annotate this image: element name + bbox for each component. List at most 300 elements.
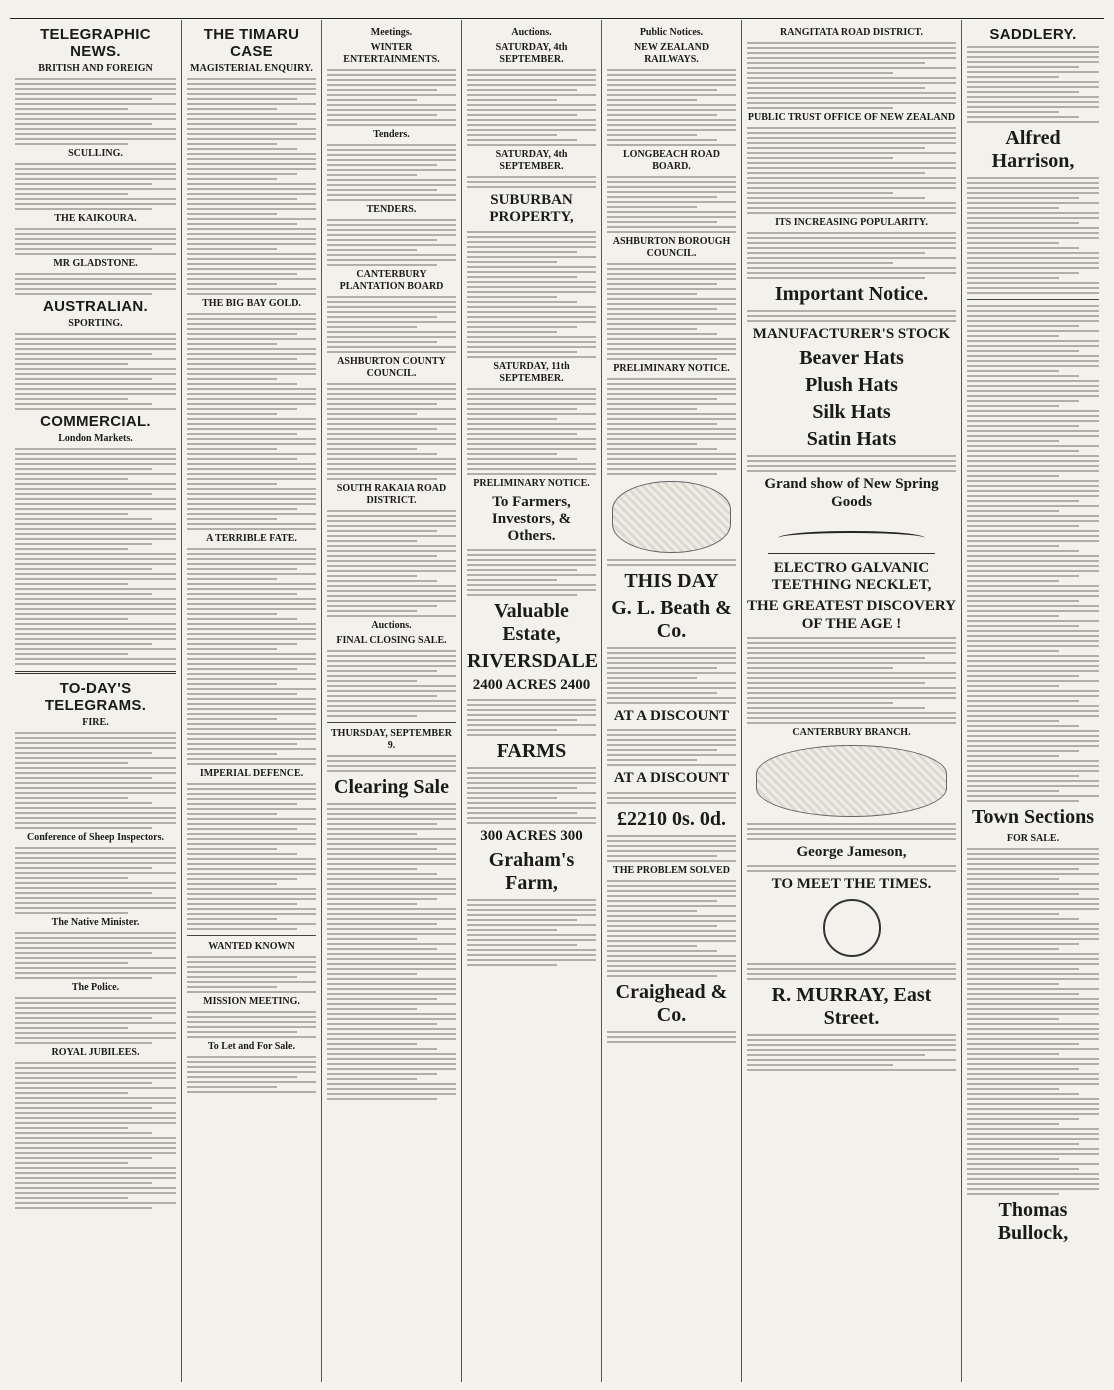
text-line <box>15 238 176 240</box>
text-body <box>15 732 176 829</box>
text-line <box>187 713 316 715</box>
text-line <box>467 69 596 71</box>
text-line <box>187 498 316 500</box>
text-line <box>15 518 152 520</box>
text-line <box>327 1003 456 1005</box>
text-line <box>747 1059 956 1061</box>
divider <box>327 722 456 723</box>
text-body <box>15 273 176 295</box>
text-line <box>327 403 437 405</box>
text-body <box>15 932 176 979</box>
text-line <box>607 850 736 852</box>
text-line <box>467 443 596 445</box>
text-body <box>327 219 456 266</box>
text-line <box>327 331 456 333</box>
text-line <box>15 623 176 625</box>
text-line <box>747 107 893 109</box>
text-line <box>967 335 1059 337</box>
section-heading: SADDLERY. <box>989 26 1077 43</box>
text-line <box>187 148 297 150</box>
text-line <box>327 943 456 945</box>
text-line <box>15 912 128 914</box>
text-line <box>327 408 456 410</box>
text-line <box>15 563 176 565</box>
text-line <box>327 813 456 815</box>
signature-image <box>768 517 935 554</box>
text-line <box>15 613 176 615</box>
display-heading: G. L. Beath & Co. <box>611 597 732 642</box>
text-line <box>187 668 297 670</box>
text-body <box>967 305 1099 802</box>
text-line <box>187 1066 316 1068</box>
section-heading: BRITISH AND FOREIGN <box>38 63 153 74</box>
text-line <box>327 443 456 445</box>
text-line <box>607 672 736 674</box>
text-line <box>607 323 736 325</box>
text-body <box>607 378 736 475</box>
text-line <box>15 872 176 874</box>
text-line <box>967 81 1099 83</box>
text-line <box>327 898 437 900</box>
text-line <box>967 780 1099 782</box>
text-line <box>187 1076 297 1078</box>
text-line <box>15 1122 176 1124</box>
text-line <box>967 305 1099 307</box>
text-line <box>187 693 297 695</box>
display-heading: Grand show of New Spring Goods <box>764 476 939 510</box>
text-body <box>327 755 456 772</box>
text-line <box>327 114 437 116</box>
text-line <box>15 1157 152 1159</box>
text-line <box>15 138 176 140</box>
text-line <box>187 788 316 790</box>
text-line <box>327 600 456 602</box>
text-line <box>607 338 736 340</box>
text-line <box>967 400 1079 402</box>
engraved-emblem <box>756 745 946 817</box>
section-heading: SATURDAY, 4th SEPTEMBER. <box>495 42 568 65</box>
text-line <box>967 1148 1099 1150</box>
text-line <box>187 233 316 235</box>
section-heading: NEW ZEALAND RAILWAYS. <box>633 42 710 65</box>
text-line <box>327 595 456 597</box>
text-line <box>747 968 956 970</box>
text-line <box>747 652 956 654</box>
text-line <box>607 657 736 659</box>
text-body <box>467 767 596 824</box>
text-line <box>967 800 1079 802</box>
text-line <box>967 725 1079 727</box>
text-line <box>967 330 1099 332</box>
text-line <box>967 325 1079 327</box>
text-line <box>187 93 316 95</box>
text-line <box>187 208 316 210</box>
text-line <box>187 523 316 525</box>
section-heading: TENDERS. <box>366 204 417 215</box>
text-line <box>967 222 1079 224</box>
text-line <box>327 311 456 313</box>
text-line <box>327 675 456 677</box>
text-line <box>327 803 456 805</box>
display-heading: Alfred Harrison, <box>991 127 1075 172</box>
text-body <box>187 783 316 930</box>
text-line <box>15 343 176 345</box>
text-line <box>15 797 128 799</box>
text-line <box>967 111 1059 113</box>
text-line <box>187 678 316 680</box>
text-line <box>467 724 596 726</box>
text-line <box>15 937 176 939</box>
text-body <box>15 78 176 145</box>
text-line <box>187 553 316 555</box>
text-line <box>607 134 697 136</box>
text-line <box>607 129 736 131</box>
text-line <box>747 177 956 179</box>
section-heading: The Police. <box>71 982 120 993</box>
text-line <box>967 315 1099 317</box>
text-line <box>607 418 736 420</box>
text-line <box>187 443 316 445</box>
display-heading: Valuable Estate, <box>494 600 569 646</box>
text-line <box>187 463 316 465</box>
text-line <box>15 198 176 200</box>
text-line <box>467 236 596 238</box>
text-line <box>467 433 577 435</box>
text-line <box>967 898 1099 900</box>
text-line <box>967 460 1099 462</box>
text-line <box>967 1073 1099 1075</box>
text-line <box>747 692 956 694</box>
text-line <box>607 221 717 223</box>
text-line <box>327 933 456 935</box>
text-line <box>967 570 1099 572</box>
text-line <box>607 453 736 455</box>
text-line <box>327 585 456 587</box>
text-line <box>967 680 1099 682</box>
text-line <box>967 1013 1099 1015</box>
text-line <box>747 72 893 74</box>
text-line <box>607 905 736 907</box>
text-line <box>15 498 176 500</box>
text-line <box>327 535 456 537</box>
text-line <box>967 988 1099 990</box>
text-line <box>187 128 316 130</box>
text-line <box>607 109 736 111</box>
text-line <box>607 268 736 270</box>
text-line <box>187 783 316 785</box>
section-heading: Conference of Sheep Inspectors. <box>26 832 165 843</box>
text-line <box>15 957 176 959</box>
text-line <box>327 69 456 71</box>
text-line <box>967 600 1079 602</box>
text-line <box>607 697 736 699</box>
text-line <box>187 393 316 395</box>
text-line <box>327 765 456 767</box>
text-line <box>187 688 316 690</box>
text-line <box>187 253 316 255</box>
section-heading: RANGITATA ROAD DISTRICT. <box>780 27 923 38</box>
text-line <box>187 563 316 565</box>
text-line <box>327 978 456 980</box>
text-line <box>467 94 596 96</box>
text-line <box>607 970 736 972</box>
text-line <box>747 465 956 467</box>
text-line <box>187 1011 316 1013</box>
section-heading: ASHBURTON COUNTY COUNCIL. <box>337 356 446 379</box>
text-line <box>607 1041 736 1043</box>
text-line <box>467 176 596 178</box>
text-line <box>187 853 297 855</box>
text-line <box>187 248 277 250</box>
text-body <box>327 144 456 201</box>
text-line <box>467 241 596 243</box>
text-line <box>15 638 176 640</box>
text-line <box>327 715 417 717</box>
text-line <box>187 673 316 675</box>
text-line <box>747 232 956 234</box>
text-line <box>327 478 437 480</box>
text-line <box>15 1077 176 1079</box>
text-line <box>327 398 456 400</box>
text-line <box>327 520 456 522</box>
text-line <box>747 62 925 64</box>
text-line <box>187 328 316 330</box>
text-line <box>15 802 152 804</box>
text-line <box>467 311 596 313</box>
text-line <box>187 258 316 260</box>
text-line <box>15 852 176 854</box>
text-line <box>187 458 297 460</box>
text-line <box>15 648 176 650</box>
text-line <box>747 838 956 840</box>
text-line <box>967 480 1099 482</box>
text-line <box>467 954 596 956</box>
text-line <box>607 358 717 360</box>
text-line <box>967 760 1099 762</box>
text-line <box>327 174 417 176</box>
section-heading: THE BIG BAY GOLD. <box>202 298 301 309</box>
display-heading: AT A DISCOUNT <box>613 708 730 724</box>
text-line <box>327 234 456 236</box>
text-line <box>467 807 596 809</box>
text-line <box>467 134 557 136</box>
text-line <box>967 1188 1099 1190</box>
text-line <box>607 74 736 76</box>
text-line <box>327 1023 437 1025</box>
text-line <box>187 838 316 840</box>
text-line <box>187 433 297 435</box>
text-line <box>327 525 456 527</box>
text-line <box>467 74 596 76</box>
text-line <box>607 433 736 435</box>
text-line <box>327 808 456 810</box>
text-line <box>607 104 736 106</box>
text-line <box>15 88 176 90</box>
text-line <box>187 808 316 810</box>
display-heading: R. MURRAY, East Street. <box>771 984 932 1030</box>
text-line <box>187 718 277 720</box>
text-line <box>327 321 456 323</box>
text-line <box>607 353 736 355</box>
text-line <box>747 137 956 139</box>
text-line <box>187 708 316 710</box>
text-line <box>967 1138 1099 1140</box>
section-heading: Public Notices. <box>639 27 704 38</box>
text-line <box>607 99 697 101</box>
text-line <box>607 343 736 345</box>
text-line <box>967 445 1099 447</box>
text-line <box>187 408 297 410</box>
text-line <box>747 277 925 279</box>
text-line <box>967 1113 1099 1115</box>
text-body <box>15 333 176 410</box>
text-line <box>967 425 1079 427</box>
text-line <box>187 103 316 105</box>
text-line <box>327 555 437 557</box>
text-line <box>187 338 316 340</box>
text-line <box>187 813 277 815</box>
text-line <box>607 398 717 400</box>
section-heading: COMMERCIAL. <box>40 413 151 430</box>
text-line <box>607 388 736 390</box>
text-line <box>467 792 596 794</box>
text-line <box>187 353 316 355</box>
text-line <box>967 873 1099 875</box>
text-body <box>607 176 736 233</box>
text-line <box>15 1182 152 1184</box>
text-line <box>467 139 577 141</box>
text-line <box>187 728 316 730</box>
text-line <box>747 162 956 164</box>
text-line <box>967 650 1059 652</box>
text-line <box>967 635 1099 637</box>
text-line <box>327 219 456 221</box>
text-line <box>15 907 176 909</box>
text-line <box>747 963 956 965</box>
text-line <box>747 237 956 239</box>
text-line <box>607 94 736 96</box>
text-line <box>187 623 316 625</box>
text-line <box>607 759 697 761</box>
text-line <box>607 692 717 694</box>
text-line <box>967 385 1099 387</box>
text-line <box>187 223 297 225</box>
text-line <box>747 52 956 54</box>
text-line <box>15 1027 128 1029</box>
text-line <box>15 78 176 80</box>
text-line <box>467 574 596 576</box>
text-line <box>607 114 717 116</box>
text-line <box>15 513 128 515</box>
text-line <box>187 643 297 645</box>
text-line <box>327 296 456 298</box>
text-line <box>967 192 1099 194</box>
text-line <box>967 963 1099 965</box>
text-line <box>327 963 456 965</box>
display-heading: Craighead & Co. <box>615 980 728 1026</box>
display-heading: Satin Hats <box>806 428 897 451</box>
text-line <box>967 883 1099 885</box>
text-line <box>967 1108 1099 1110</box>
text-line <box>967 292 1099 294</box>
section-heading: THE PROBLEM SOLVED <box>613 864 730 876</box>
engraved-emblem <box>612 481 730 553</box>
masthead <box>10 0 1104 19</box>
text-line <box>967 1103 1099 1105</box>
text-line <box>187 243 316 245</box>
text-line <box>607 273 736 275</box>
text-line <box>187 873 316 875</box>
text-line <box>15 1037 176 1039</box>
text-body <box>327 510 456 617</box>
text-line <box>187 388 316 390</box>
text-line <box>327 1083 456 1085</box>
text-line <box>967 715 1099 717</box>
text-line <box>15 1137 176 1139</box>
text-line <box>187 823 316 825</box>
text-body <box>747 310 956 322</box>
text-line <box>967 375 1079 377</box>
text-body <box>607 792 736 804</box>
text-line <box>967 390 1099 392</box>
text-line <box>327 184 456 186</box>
text-line <box>607 682 736 684</box>
text-body <box>187 78 316 295</box>
text-body <box>467 69 596 146</box>
text-line <box>467 306 596 308</box>
text-line <box>747 82 956 84</box>
text-line <box>187 956 316 958</box>
text-line <box>967 345 1099 347</box>
text-line <box>327 590 456 592</box>
text-line <box>15 463 176 465</box>
text-line <box>327 1068 456 1070</box>
text-line <box>967 56 1099 58</box>
text-line <box>187 588 316 590</box>
text-line <box>15 503 176 505</box>
text-line <box>327 438 456 440</box>
text-line <box>467 291 596 293</box>
text-line <box>187 971 316 973</box>
text-line <box>967 1183 1099 1185</box>
text-line <box>187 168 316 170</box>
text-line <box>747 460 956 462</box>
text-line <box>15 228 176 230</box>
text-line <box>187 878 297 880</box>
text-line <box>967 252 1099 254</box>
text-line <box>967 360 1099 362</box>
text-line <box>15 583 128 585</box>
text-line <box>467 458 577 460</box>
text-line <box>187 913 316 915</box>
text-line <box>327 868 417 870</box>
text-line <box>467 99 557 101</box>
text-line <box>327 169 456 171</box>
text-line <box>607 885 736 887</box>
text-line <box>15 1017 152 1019</box>
text-line <box>187 743 297 745</box>
text-line <box>967 101 1099 103</box>
text-line <box>967 182 1099 184</box>
text-line <box>747 870 956 872</box>
text-line <box>187 203 316 205</box>
text-line <box>327 828 456 830</box>
text-line <box>327 540 417 542</box>
text-line <box>327 710 456 712</box>
text-line <box>15 732 176 734</box>
text-line <box>327 878 456 880</box>
text-body <box>747 455 956 472</box>
